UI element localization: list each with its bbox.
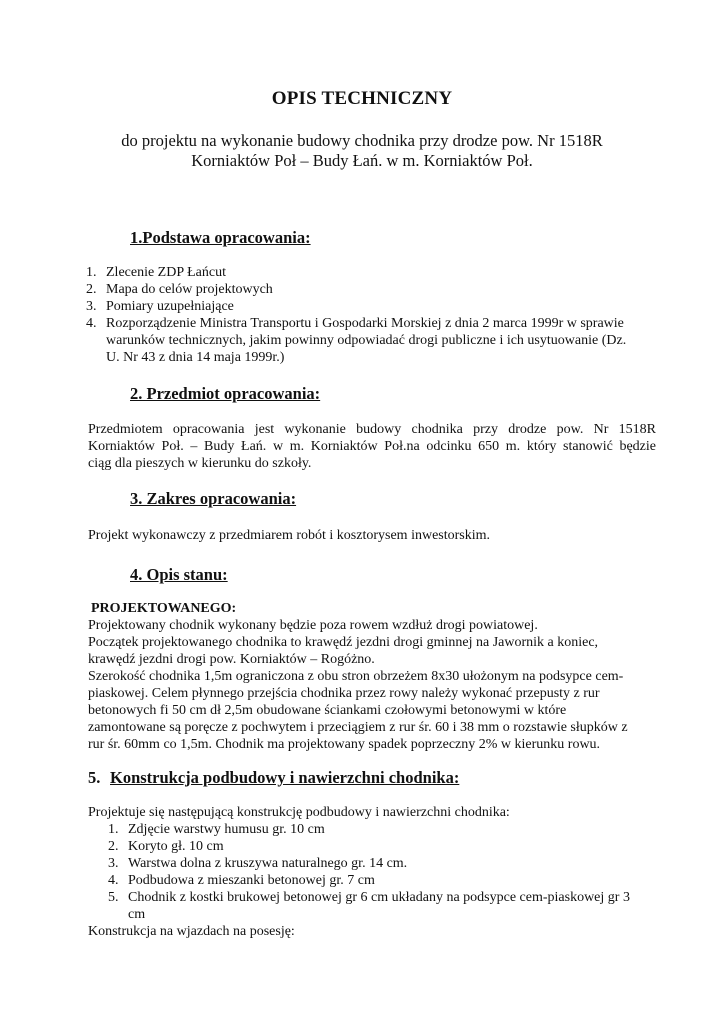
paragraph-line: Szerokość chodnika 1,5m ograniczona z obu stron obrzeżem 8x30 ułożonym na podsypce cem- bbox=[88, 669, 624, 684]
list-number: 1. bbox=[108, 822, 119, 837]
subtitle-line: do projektu na wykonanie budowy chodnika przy drodze pow. Nr 1518R bbox=[121, 131, 603, 150]
section-heading-2: 2. Przedmiot opracowania: bbox=[130, 384, 321, 403]
section-heading-1: 1.Podstawa opracowania: bbox=[130, 228, 311, 247]
paragraph-line: krawędź jezdni drogi pow. Korniaktów – Rogóżno. bbox=[88, 652, 375, 667]
list-item-text: Warstwa dolna z kruszywa naturalnego gr. 14 cm. bbox=[128, 856, 408, 871]
list-item bbox=[86, 264, 658, 281]
paragraph-line: piaskowej. Celem płynnego przejścia chodnika przez rowy należy wykonać przepusty z rur bbox=[88, 686, 600, 701]
list-item-text: Zlecenie ZDP Łańcut bbox=[106, 265, 226, 280]
section-heading-3: 3. Zakres opracowania: bbox=[130, 489, 297, 508]
list-item bbox=[86, 281, 658, 298]
section-heading-5 bbox=[88, 768, 459, 788]
page-title: OPIS TECHNICZNY bbox=[271, 88, 453, 109]
list-item-text: Pomiary uzupełniające bbox=[106, 299, 234, 314]
section-heading-4: 4. Opis stanu: bbox=[130, 565, 228, 584]
list-item-text: Zdjęcie warstwy humusu gr. 10 cm bbox=[128, 822, 325, 837]
paragraph-line: Korniaktów Poł. – Budy Łań. w m. Korniaktów Poł.na odcinku 650 m. który stanowić będzie bbox=[88, 439, 656, 454]
subject-paragraph bbox=[88, 421, 656, 472]
construction-intro: Projektuje się następującą konstrukcję podbudowy i nawierzchni chodnika: bbox=[88, 805, 510, 820]
list-item bbox=[86, 298, 658, 315]
list-item-text: Rozporządzenie Ministra Transportu i Gospodarki Morskiej z dnia 2 marca 1999r w sprawie bbox=[106, 316, 624, 331]
list-number: 1. bbox=[86, 265, 97, 280]
list-item-text: Chodnik z kostki brukowej betonowej gr 6 cm układany na podsypce cem-piaskowej gr 3 bbox=[128, 890, 630, 905]
paragraph-line: betonowych fi 50 cm dł 2,5m obudowane ściankami czołowymi betonowymi w które bbox=[88, 703, 567, 718]
list-item bbox=[108, 889, 658, 923]
scope-paragraph: Projekt wykonawczy z przedmiarem robót i kosztorysem inwestorskim. bbox=[88, 528, 491, 543]
list-item bbox=[108, 855, 658, 872]
list-item bbox=[108, 872, 658, 889]
state-paragraph bbox=[88, 600, 656, 753]
paragraph-line: Przedmiotem opracowania jest wykonanie budowy chodnika przy drodze pow. Nr 1518R bbox=[88, 422, 656, 437]
list-number: 2. bbox=[108, 839, 119, 854]
list-item-text: Podbudowa z mieszanki betonowej gr. 7 cm bbox=[128, 873, 375, 888]
list-number: 4. bbox=[86, 316, 97, 331]
subheading-projected: PROJEKTOWANEGO: bbox=[91, 601, 237, 616]
section-number: 5. bbox=[88, 768, 101, 787]
basis-list bbox=[86, 264, 658, 366]
list-item-text: U. Nr 43 z dnia 14 maja 1999r.) bbox=[106, 350, 285, 365]
list-number: 3. bbox=[86, 299, 97, 314]
list-item-text: Mapa do celów projektowych bbox=[106, 282, 273, 297]
list-item bbox=[108, 838, 658, 855]
paragraph-line: Początek projektowanego chodnika to krawędź jezdni drogi gminnej na Jawornik a koniec, bbox=[88, 635, 599, 650]
paragraph-line: zamontowane są poręcze z pochwytem i przeciągiem z rur śr. 60 i 38 mm o rozstawie słupków z bbox=[88, 720, 628, 735]
list-number: 4. bbox=[108, 873, 119, 888]
list-number: 3. bbox=[108, 856, 119, 871]
list-number: 5. bbox=[108, 890, 119, 905]
paragraph-line: ciąg dla pieszych w kierunku do szkoły. bbox=[88, 456, 312, 471]
construction-outro: Konstrukcja na wjazdach na posesję: bbox=[88, 924, 295, 939]
list-item-text: Koryto gł. 10 cm bbox=[128, 839, 224, 854]
list-item bbox=[86, 315, 658, 366]
construction-list bbox=[108, 821, 658, 923]
list-item bbox=[108, 821, 658, 838]
list-number: 2. bbox=[86, 282, 97, 297]
section-title: Konstrukcja podbudowy i nawierzchni chodnika: bbox=[110, 768, 460, 787]
list-item-text: warunków technicznych, jakim powinny odpowiadać drogi publiczne i ich usytuowanie (Dz. bbox=[106, 333, 627, 348]
list-item-text: cm bbox=[128, 907, 146, 922]
subtitle bbox=[0, 131, 724, 171]
paragraph-line: Projektowany chodnik wykonany będzie poza rowem wzdłuż drogi powiatowej. bbox=[88, 618, 538, 633]
paragraph-line: rur śr. 60mm co 1,5m. Chodnik ma projektowany spadek poprzeczny 2% w kierunku rowu. bbox=[88, 737, 601, 752]
subtitle-line: Korniaktów Poł – Budy Łań. w m. Korniaktów Poł. bbox=[191, 151, 533, 170]
